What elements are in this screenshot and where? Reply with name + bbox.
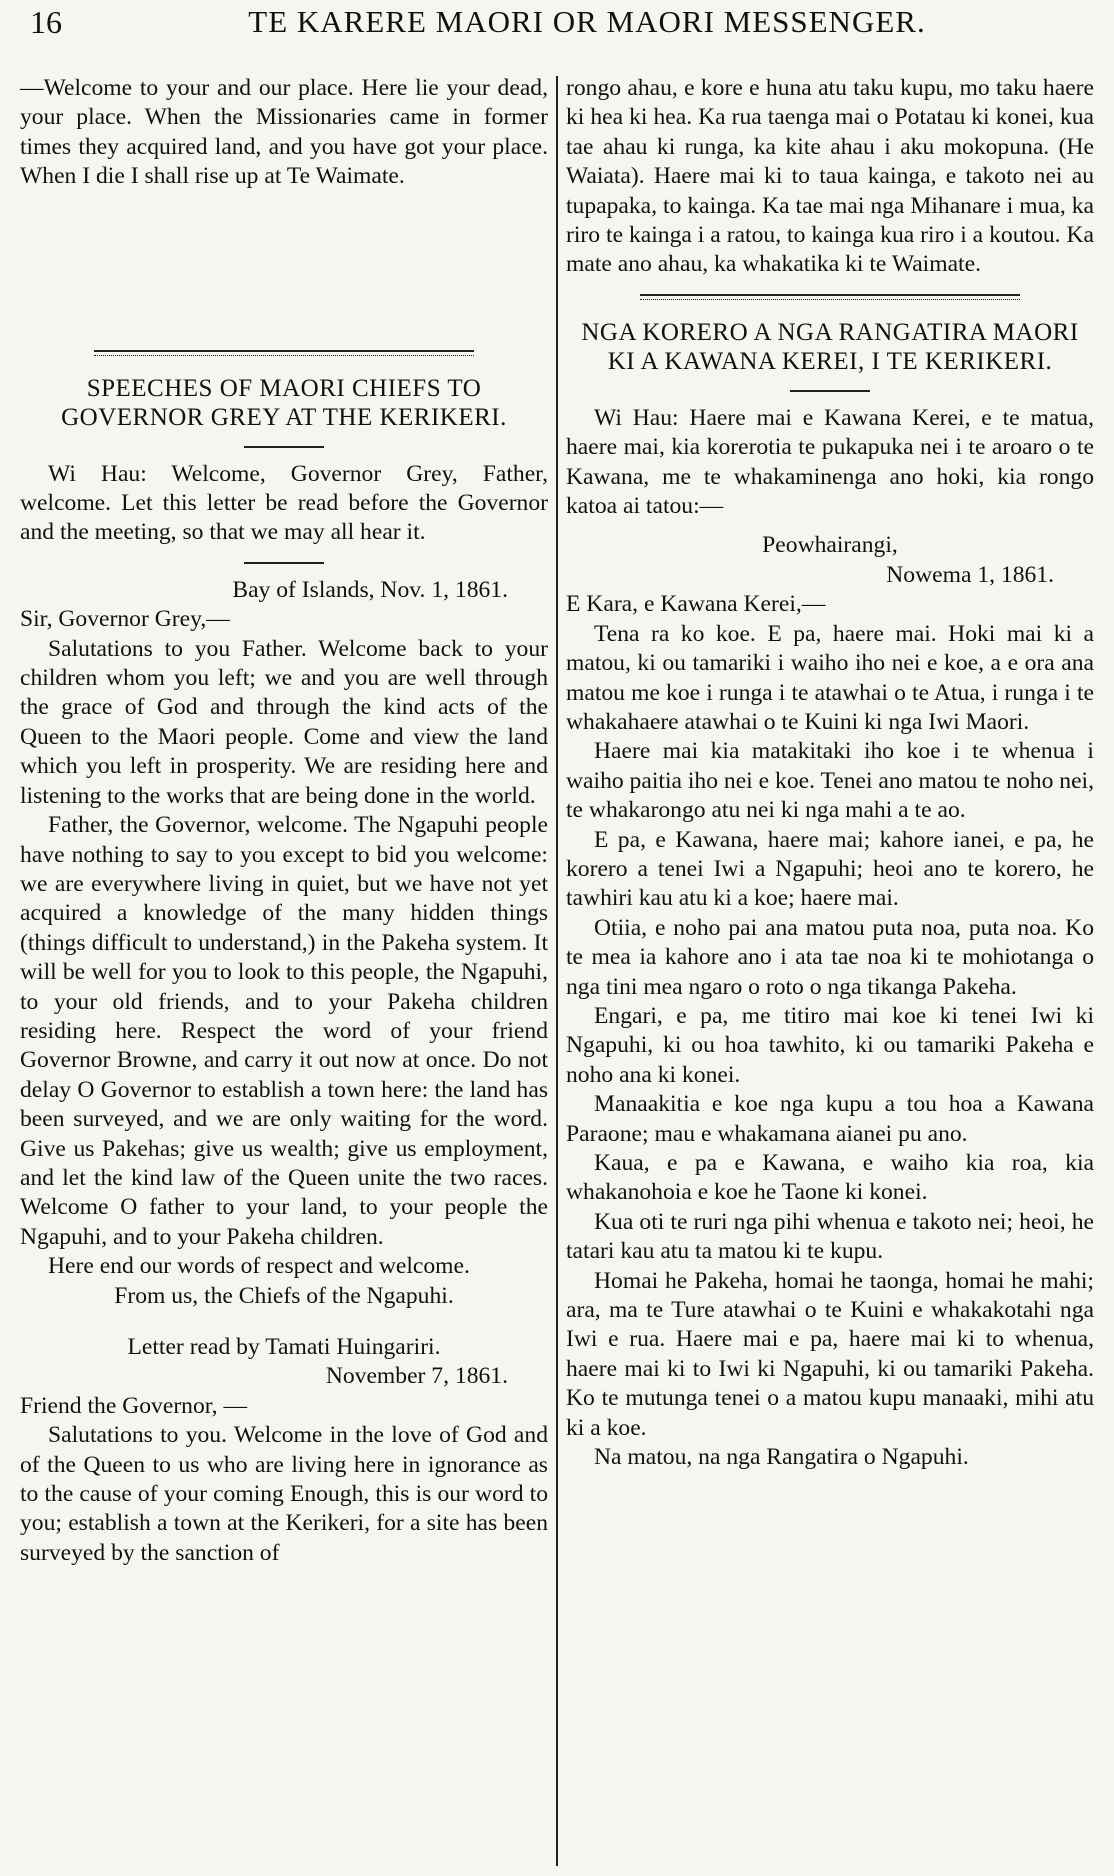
- column-divider: [556, 76, 558, 1866]
- letter-note: Letter read by Tamati Huingariri.: [127, 1334, 441, 1360]
- running-title: TE KARERE MAORI OR MAORI MESSENGER.: [248, 4, 926, 39]
- section-divider: [94, 350, 474, 356]
- salutation: Friend the Governor, —: [20, 1392, 248, 1419]
- page-header: [0, 0, 1114, 60]
- letter-date: Bay of Islands, Nov. 1, 1861.: [232, 576, 508, 603]
- intro-paragraph: —Welcome to your and our place. Here lie your dead, your place. When the Missionaries came in former times they acquired land, and you have got your place. When I die I shall rise up at Te Waimate.: [20, 75, 548, 190]
- paragraph: Wi Hau: Welcome, Governor Grey, Father, welcome. Let this letter be read before the Governor and the meeting, so that we may all hear it.: [20, 460, 548, 546]
- letter-date: November 7, 1861.: [325, 1363, 508, 1390]
- maori-column: [566, 74, 1094, 1856]
- paragraph: Salutations to you. Welcome in the love of God and of the Queen to us who are living here in ignorance as to the cause of your coming Enough, this is our word to you; establish a town at the Kerikeri, for a site has been surveyed by the sanction of: [20, 1422, 548, 1566]
- paragraph: Engari, e pa, me titiro mai koe ki tenei Iwi ki Ngapuhi, ki ou hoa tawhito, ki ou tamariki Pakeha e noho ana ki konei.: [566, 1002, 1094, 1088]
- letter-place: Peowhairangi,: [762, 532, 898, 559]
- paragraph: Otiia, e noho pai ana matou puta noa, puta noa. Ko te mea ia kahore ano i ata tae noa ki te mohiotanga o nga tini mea ngaro o roto o nga tikanga Pakeha.: [566, 914, 1094, 1000]
- paragraph: Tena ra ko koe. E pa, haere mai. Hoki mai ki a matou, ki ou tamariki i waiho iho nei e koe, a e ora ana matou me koe i runga i te atawhai o te Atua, i runga i te whakahaere atawhai o te Kuini ki nga Iwi Maori.: [566, 620, 1094, 735]
- paragraph: E pa, e Kawana, haere mai; kahore ianei, e pa, he korero a tenei Iwi a Ngapuhi; heoi ano te korero, he tawhiri kau atu ki a koe; haere mai.: [566, 826, 1094, 912]
- paragraph: Homai he Pakeha, homai he taonga, homai he mahi; ara, ma te Ture atawhai o te Kuini e whakakotahi nga Iwi e rua. Haere mai e pa, haere mai ki to whenua, haere mai ki to Iwi ki Ngapuhi, ki ou tamariki Pakeha. Ko te mutunga tenei o a matou kupu manaaki, mihi atu ki a koe.: [566, 1267, 1094, 1441]
- short-rule: [244, 562, 324, 564]
- paragraph: Kaua, e pa e Kawana, e waiho kia roa, kia whakanohoia e koe he Taone ki konei.: [566, 1150, 1094, 1206]
- paragraph: Haere mai kia matakitaki iho koe i te whenua i waiho paitia iho nei e koe. Tenei ano matou te noho nei, te whakarongo atu nei ki nga mahi a te ao.: [566, 738, 1094, 824]
- signature: From us, the Chiefs of the Ngapuhi.: [114, 1282, 454, 1309]
- paragraph: Here end our words of respect and welcome.: [48, 1253, 470, 1280]
- paragraph: Wi Hau: Haere mai e Kawana Kerei, e te matua, haere mai, kia korerotia te pukapuka nei i te aroaro o te Kawana, me te whakaminenga ano hoki, kia rongo katoa ai tatou:—: [566, 404, 1094, 520]
- english-column: [20, 74, 548, 1856]
- paragraph: Father, the Governor, welcome. The Ngapuhi people have nothing to say to you except to bid you welcome: we are everywhere living in quiet, but we have not yet acquired a knowledge of the many hidden things (things difficult to understand,) in the Pakeha system. It will be well for you to look to this people, the Ngapuhi, to your old friends, and to your Pakeha children residing here. Respect the word of your friend Governor Browne, and carry it out now at once. Do not delay O Governor to establish a town here: the land has been surveyed, and we are only waiting for the word. Give us Pakehas; give us wealth; give us employment, and let the kind law of the Queen unite the two races. Welcome O father to your land, to your people the Ngapuhi, and to your Pakeha children.: [20, 812, 548, 1250]
- heading-rule: [790, 390, 870, 392]
- salutation: E Kara, e Kawana Kerei,—: [566, 591, 826, 618]
- paragraph: Kua oti te ruri nga pihi whenua e takoto nei; heoi, he tatari kau atu ta matou ki te kupu.: [566, 1208, 1094, 1265]
- signature: Na matou, na nga Rangatira o Ngapuhi.: [594, 1444, 969, 1471]
- heading-rule: [244, 446, 324, 448]
- letter-date: Nowema 1, 1861.: [886, 561, 1054, 588]
- paragraph: Manaakitia e koe nga kupu a tou hoa a Kawana Paraone; mau e whakamana aianei pu ano.: [566, 1091, 1094, 1147]
- section-heading: NGA KORERO A NGA RANGATIRA MAORI KI A KAWANA KEREI, I TE KERIKERI.: [581, 318, 1079, 375]
- section-divider: [640, 294, 1020, 300]
- intro-paragraph: rongo ahau, e kore e huna atu taku kupu, mo taku haere ki hea ki hea. Ka rua taenga mai o Potatau ki konei, kua tae ahau ki runga, ka kite ahau i aku mokopuna. (He Waiata). Haere mai ki to taua kainga, e takoto nei au tupapaka, to kainga. Ka tae mai nga Mihanare i mua, ka riro te kainga i a ratou, to kainga kua riro i a koutou. Ka mate ano ahau, ka whakatika ki te Waimate.: [566, 75, 1094, 278]
- page-number: 16: [30, 4, 62, 40]
- salutation: Sir, Governor Grey,—: [20, 606, 230, 633]
- section-heading: SPEECHES OF MAORI CHIEFS TO GOVERNOR GREY AT THE KERIKERI.: [61, 374, 507, 431]
- paragraph: Salutations to you Father. Welcome back to your children whom you left; we and you are well through the grace of God and through the kind acts of the Queen to the Maori people. Come and view the land which you left in prosperity. We are residing here and listening to the works that are being done in the world.: [20, 635, 548, 809]
